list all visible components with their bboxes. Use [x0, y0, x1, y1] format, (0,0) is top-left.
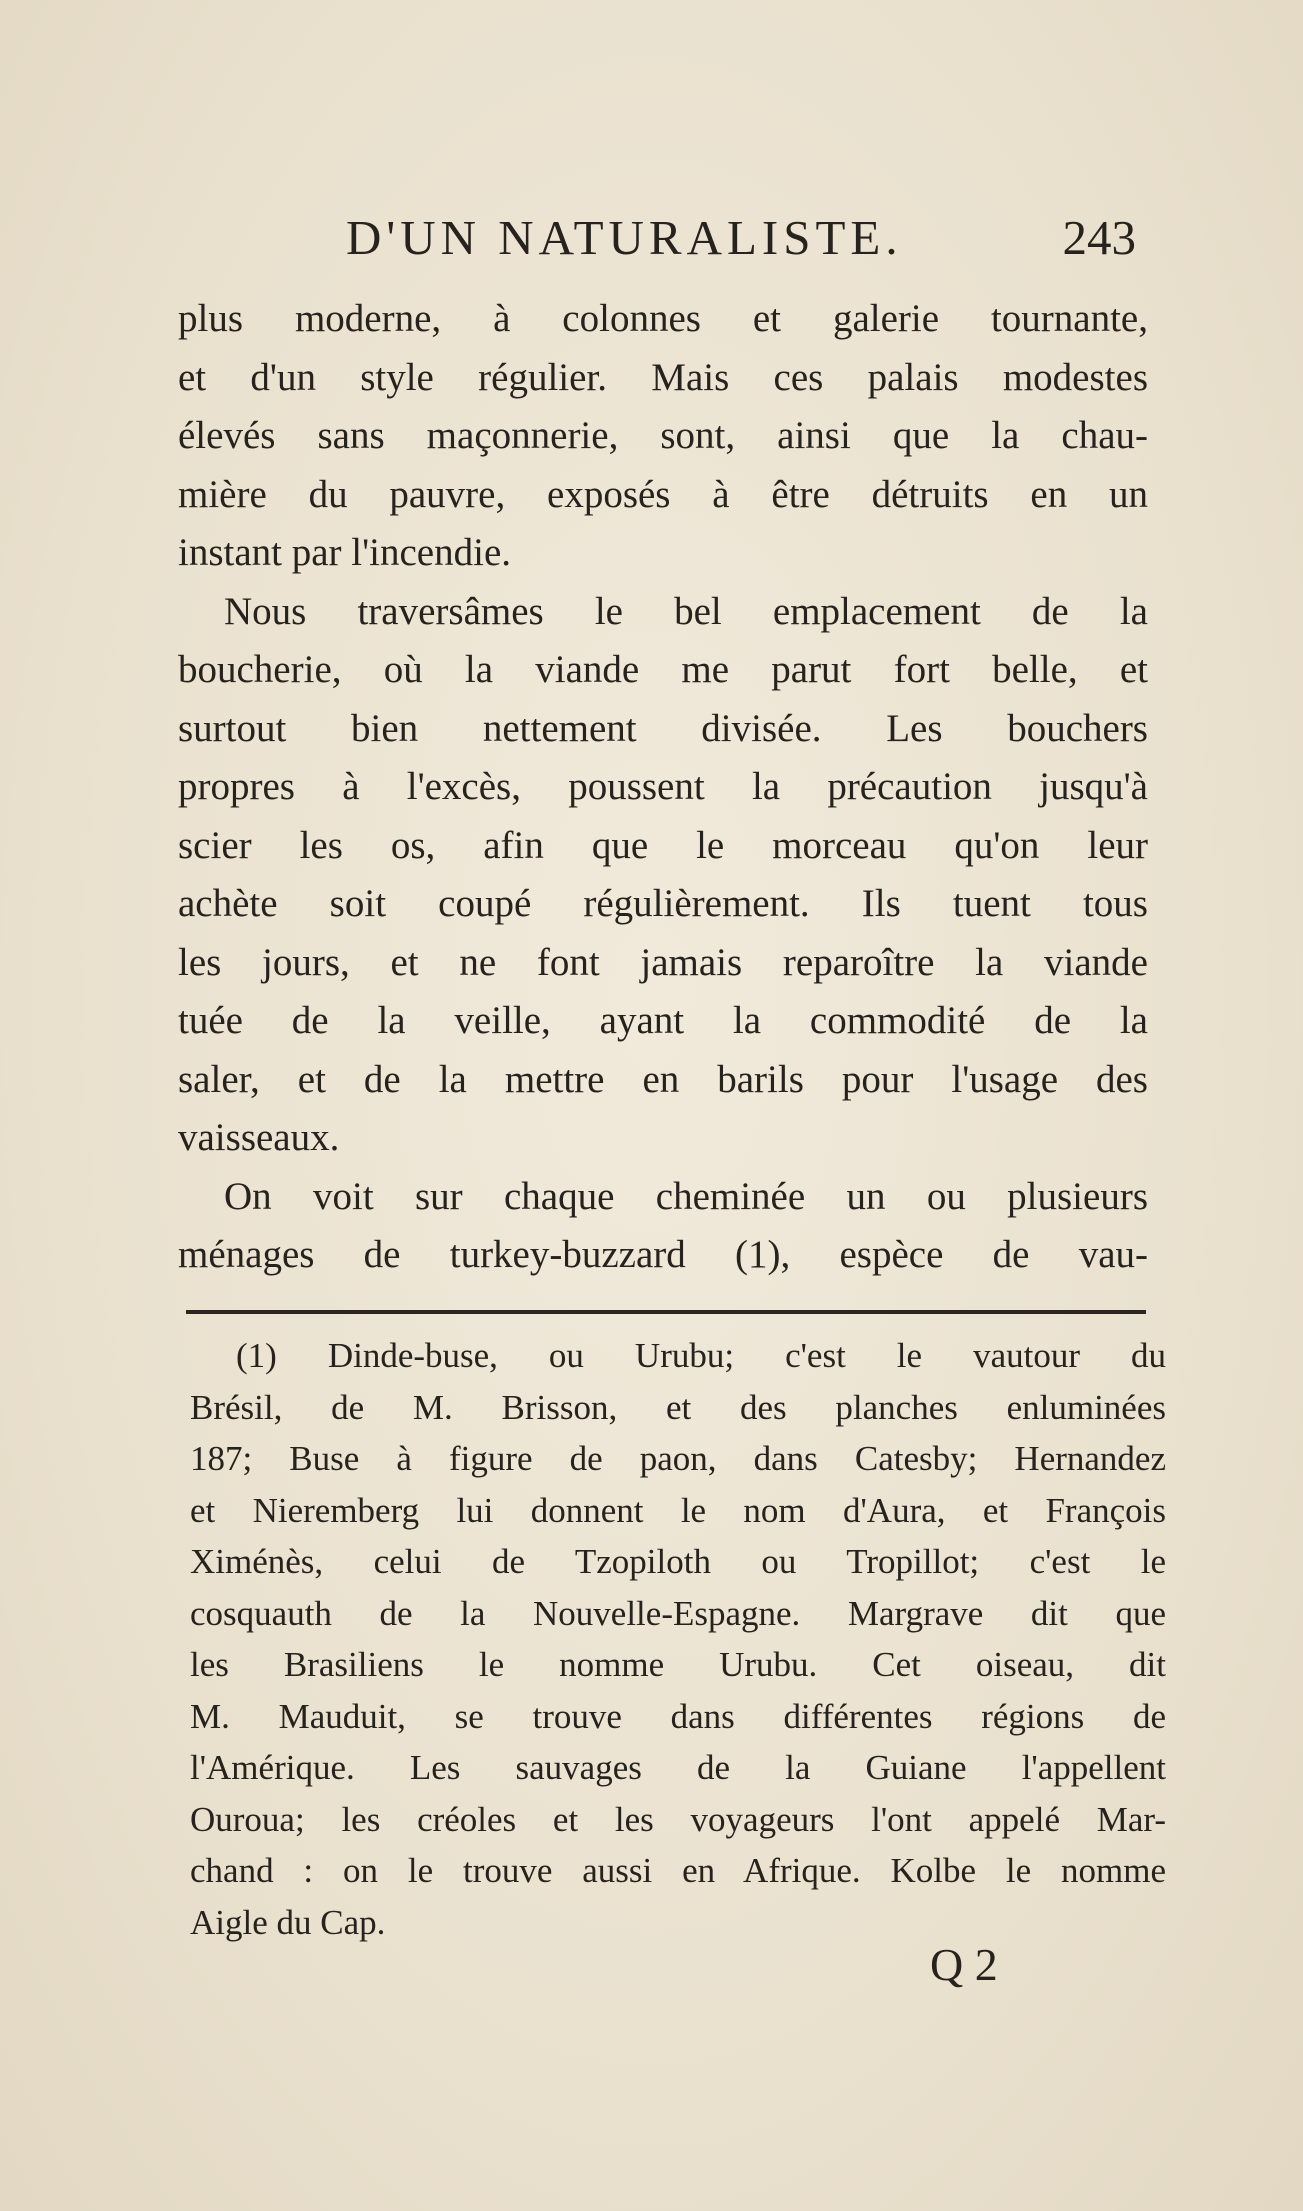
text-line: vaisseaux.	[178, 1116, 340, 1159]
footnote	[190, 1330, 1166, 1948]
footnote-line: Ouroua; les créoles et les voyageurs l'ont appelé Mar-	[190, 1799, 1166, 1839]
running-title: D'UN NATURALISTE.	[346, 210, 903, 265]
text-line: saler, et de la mettre en barils pour l'usage des	[178, 1057, 1148, 1101]
footnote-line: Ximénès, celui de Tzopiloth ou Tropillot; c'est le	[190, 1542, 1166, 1581]
text-line: ménages de turkey-buzzard (1), espèce de vau-	[178, 1233, 1148, 1276]
text-line: les jours, et ne font jamais reparoître la viande	[178, 940, 1148, 984]
signature-mark: Q 2	[930, 1939, 998, 1990]
footnote-line: M. Mauduit, se trouve dans différentes régions de	[190, 1696, 1166, 1736]
footnote-line: Aigle du Cap.	[190, 1902, 386, 1942]
text-line: mière du pauvre, exposés à être détruits en un	[178, 472, 1148, 516]
footnote-line: chand : on le trouve aussi en Afrique. Kolbe le nomme	[190, 1851, 1166, 1890]
text-line: Nous traversâmes le bel emplacement de la	[224, 589, 1148, 633]
text-line: et d'un style régulier. Mais ces palais modestes	[178, 355, 1148, 399]
footnote-line: cosquauth de la Nouvelle-Espagne. Margrave dit que	[190, 1593, 1166, 1633]
text-line: instant par l'incendie.	[178, 531, 512, 574]
text-line: scier les os, afin que le morceau qu'on leur	[178, 823, 1148, 867]
text-line: tuée de la veille, ayant la commodité de la	[178, 999, 1148, 1042]
text-line: plus moderne, à colonnes et galerie tournante,	[178, 297, 1148, 340]
text-line: surtout bien nettement divisée. Les bouchers	[178, 706, 1148, 750]
footnote-line: Brésil, de M. Brisson, et des planches enluminées	[190, 1387, 1166, 1427]
page-number: 243	[1062, 210, 1136, 265]
text-line: On voit sur chaque cheminée un ou plusieurs	[224, 1174, 1148, 1218]
footnote-line: 187; Buse à figure de paon, dans Catesby; Hernandez	[190, 1439, 1166, 1478]
text-line: achète soit coupé régulièrement. Ils tuent tous	[178, 882, 1148, 925]
page-header	[186, 208, 1136, 268]
footnote-rule	[186, 1310, 1146, 1314]
footnote-line: l'Amérique. Les sauvages de la Guiane l'appellent	[190, 1748, 1166, 1787]
text-line: boucherie, où la viande me parut fort belle, et	[178, 648, 1148, 691]
footnote-line: les Brasiliens le nomme Urubu. Cet oiseau, dit	[190, 1645, 1166, 1684]
footnote-line: (1) Dinde-buse, ou Urubu; c'est le vautour du	[236, 1336, 1166, 1375]
footnote-line: et Nieremberg lui donnent le nom d'Aura, et François	[190, 1490, 1166, 1530]
main-text	[178, 290, 1148, 1285]
text-line: propres à l'excès, poussent la précaution jusqu'à	[178, 765, 1148, 808]
text-line: élevés sans maçonnerie, sont, ainsi que la chau-	[178, 414, 1148, 457]
